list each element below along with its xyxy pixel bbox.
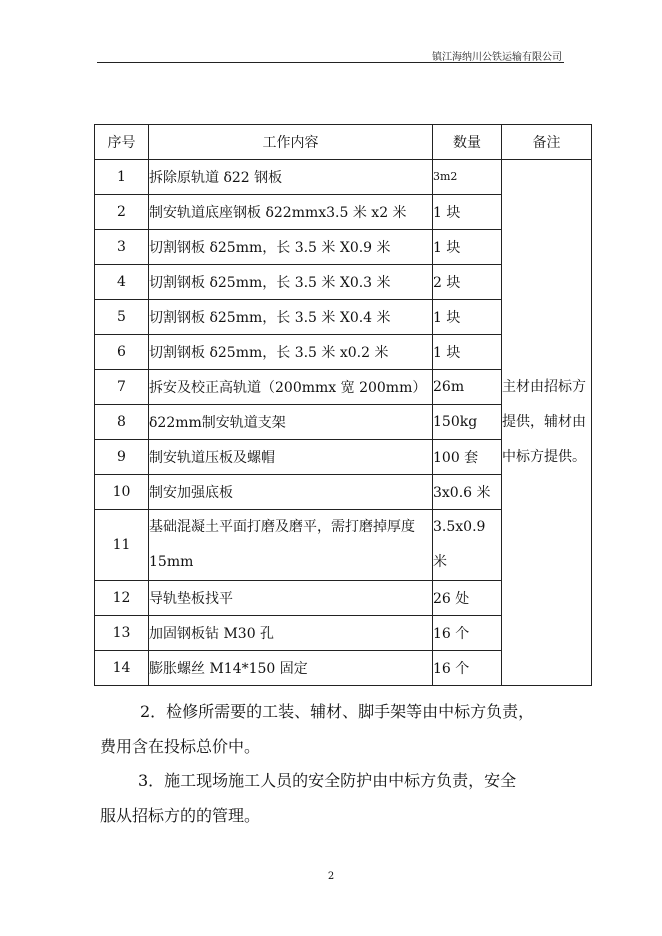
row-content: 切割钢板 δ25mm，长 3.5 米 X0.4 米 (149, 300, 433, 335)
row-content: 拆除原轨道 δ22 钢板 (149, 160, 433, 195)
row-no: 6 (95, 335, 149, 370)
row-qty: 1 块 (433, 230, 502, 265)
row-qty: 1 块 (433, 300, 502, 335)
row-content: 基础混凝土平面打磨及磨平，需打磨掉厚度 15mm (149, 510, 433, 581)
row-content: 制安轨道底座钢板 δ22mmx3.5 米 x2 米 (149, 195, 433, 230)
row-qty: 100 套 (433, 440, 502, 475)
row-qty: 16 个 (433, 616, 502, 651)
row-no: 1 (95, 160, 149, 195)
row-no: 12 (95, 581, 149, 616)
row-no: 3 (95, 230, 149, 265)
row-content: 切割钢板 δ25mm，长 3.5 米 x0.2 米 (149, 335, 433, 370)
page-number: 2 (327, 871, 335, 882)
row-qty: 3x0.6 米 (433, 475, 502, 510)
row-content: δ22mm制安轨道支架 (149, 405, 433, 440)
row-no: 9 (95, 440, 149, 475)
row-no: 11 (95, 510, 149, 581)
row-content: 膨胀螺丝 M14*150 固定 (149, 651, 433, 686)
paragraph-2-line-1: 2．检修所需要的工装、辅材、脚手架等由中标方负责， (140, 702, 535, 721)
row-content: 制安加强底板 (149, 475, 433, 510)
row-content: 切割钢板 δ25mm，长 3.5 米 X0.3 米 (149, 265, 433, 300)
header-divider (97, 62, 564, 63)
row-no: 2 (95, 195, 149, 230)
paragraph-3-line-1: 3．施工现场施工人员的安全防护由中标方负责，安全 (138, 771, 517, 790)
row-no: 10 (95, 475, 149, 510)
table-row (95, 160, 592, 195)
row-content: 拆安及校正高轨道（200mmx 宽 200mm） (149, 370, 433, 405)
row-qty: 1 块 (433, 195, 502, 230)
table-header-row (95, 125, 592, 160)
header-content: 工作内容 (149, 125, 433, 160)
row-qty: 3.5x0.9 米 (433, 510, 502, 581)
remark-cell: 主材由招标方提供，辅材由中标方提供。 (502, 160, 592, 686)
row-qty: 16 个 (433, 651, 502, 686)
paragraph-3-line-2: 服从招标方的的管理。 (100, 806, 261, 825)
row-qty: 150kg (433, 405, 502, 440)
row-qty: 3m2 (433, 160, 502, 195)
row-no: 7 (95, 370, 149, 405)
row-content: 制安轨道压板及螺帽 (149, 440, 433, 475)
header-remark: 备注 (502, 125, 592, 160)
row-no: 13 (95, 616, 149, 651)
row-content: 导轨垫板找平 (149, 581, 433, 616)
header-no: 序号 (95, 125, 149, 160)
row-content: 切割钢板 δ25mm，长 3.5 米 X0.9 米 (149, 230, 433, 265)
row-qty: 2 块 (433, 265, 502, 300)
row-no: 4 (95, 265, 149, 300)
row-qty: 26 处 (433, 581, 502, 616)
row-qty: 26m (433, 370, 502, 405)
row-qty: 1 块 (433, 335, 502, 370)
row-no: 5 (95, 300, 149, 335)
row-content: 加固钢板钻 M30 孔 (149, 616, 433, 651)
paragraph-2-line-2: 费用含在投标总价中。 (100, 737, 261, 756)
row-no: 8 (95, 405, 149, 440)
work-items-table (94, 124, 592, 686)
row-no: 14 (95, 651, 149, 686)
header-company-name: 镇江海纳川公铁运输有限公司 (432, 52, 562, 63)
header-qty: 数量 (433, 125, 502, 160)
